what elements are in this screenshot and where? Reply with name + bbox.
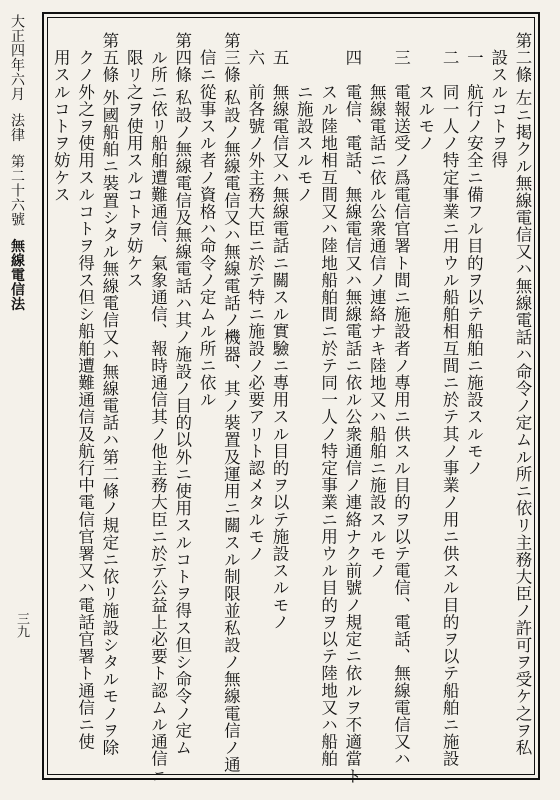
text-column: 四 電信、電話、無線電信又ハ無線電話ニ依ル公衆通信ノ連絡ナク前號ノ規定ニ依ルヲ不適當ト xyxy=(342,32,362,785)
text-column: 一 航行ノ安全ニ備フル目的ヲ以テ船舶ニ施設スルモノ xyxy=(464,32,484,477)
text-column: 三 電報送受ノ爲電信官署ト間ニ施設者ノ專用ニ供スル目的ヲ以テ電信、電話、無線電信又ハ xyxy=(391,32,411,768)
text-column: 設スルコトヲ得 xyxy=(488,32,508,169)
text-column: 第四條 私設ノ無線電信及無線電話ハ其ノ施設ノ目的以外ニ使用スルコトヲ得ス但シ命令ノ定ム xyxy=(172,32,192,757)
header-law-number: 第二十六號 xyxy=(9,154,25,227)
text-column: 二 同一人ノ特定事業ニ用ウル船舶相互間ニ於テ其ノ事業ノ用ニ供スル目的ヲ以テ船舶ニ施設 xyxy=(440,32,460,768)
header-category: 法律 xyxy=(9,113,25,142)
text-frame xyxy=(42,12,540,785)
running-header xyxy=(8,14,26,311)
text-column: スル陸地相互間又ハ陸地船舶間ニ於テ同一人ノ特定事業ニ用ウル目的ヲ以テ陸地又ハ船舶 xyxy=(318,32,338,768)
text-column: 五 無線電信又ハ無線電話ニ關スル實驗ニ專用スル目的ヲ以テ施設スルモノ xyxy=(270,32,289,631)
text-column: 信ニ從事スル者ノ資格ハ命令ノ定ムル所ニ依ル xyxy=(197,32,217,409)
text-column: スルモノ xyxy=(415,32,435,152)
text-column: クノ外之ヲ使用スルコトヲ得ス但シ船舶遭難通信及航行中電信官署又ハ電話官署ト通信ニ使 xyxy=(75,32,95,751)
header-law-title: 無線電信法 xyxy=(9,238,25,311)
text-column: ル所ニ依リ船舶遭難通信、氣象通信、報時通信其ノ他主務大臣ニ於テ公益上必要ト認ムル通信ニ xyxy=(148,32,168,785)
text-column: 用スルコトヲ妨ケス xyxy=(51,32,71,203)
header-date: 大正四年六月 xyxy=(9,14,25,101)
text-column: 無線電話ニ依ル公衆通信ノ連絡ナキ陸地又ハ船舶ニ施設スルモノ xyxy=(367,32,387,580)
text-column: 第三條 私設ノ無線電信又ハ無線電話ノ機器、其ノ裝置及運用ニ關スル制限並私設ノ無線電信ノ通 xyxy=(221,32,241,774)
text-column: 第二條 左ニ掲クル無線電信又ハ無線電話ハ命令ノ定ムル所ニ依リ主務大臣ノ許可ヲ受ケ之ヲ私 xyxy=(513,32,532,757)
text-column: 限リ之ヲ使用スルコトヲ妨ケス xyxy=(124,32,144,289)
text-column: ニ施設スルモノ xyxy=(294,32,314,203)
page-number: 三九 xyxy=(14,612,29,638)
text-column: 六 前各號ノ外主務大臣ニ於テ特ニ施設ノ必要アリト認メタルモノ xyxy=(245,32,265,563)
text-column: 第五條 外國船舶ニ裝置シタル無線電信又ハ無線電話ハ第二條ノ規定ニ依リ施設シタルモノヲ除 xyxy=(99,32,119,757)
